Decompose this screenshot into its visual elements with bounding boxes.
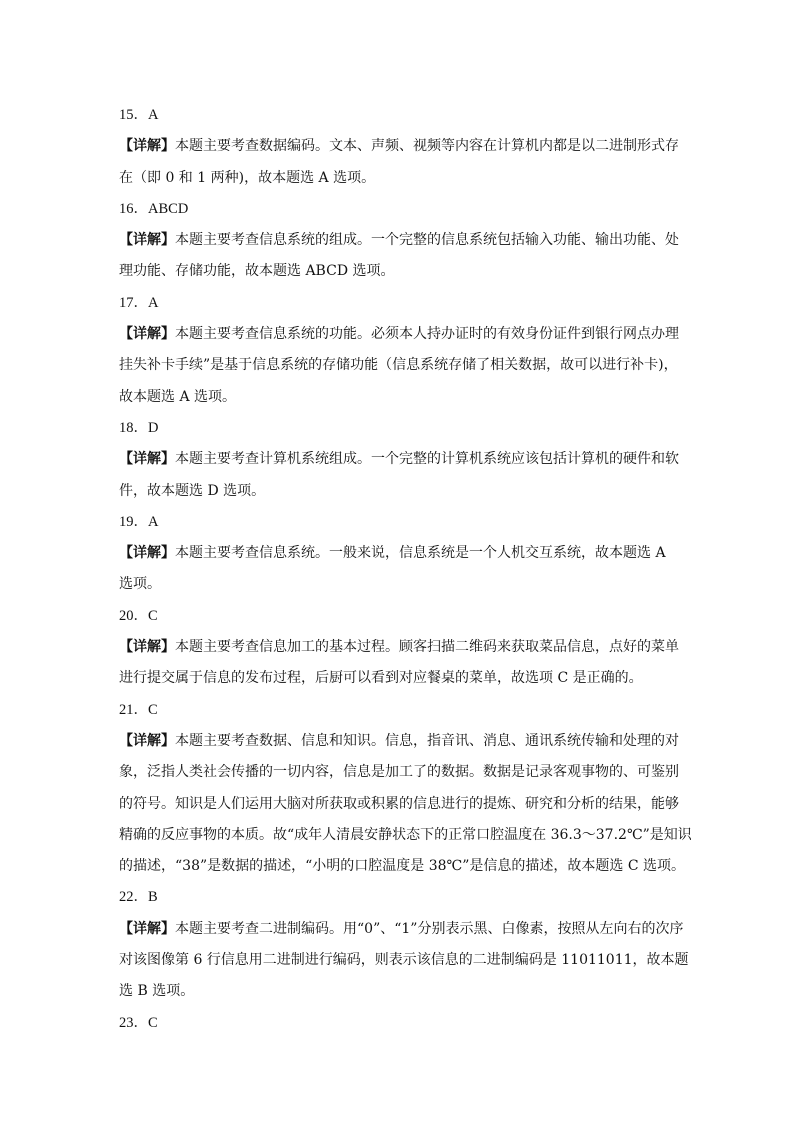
explanation-text: 选项。 [119,576,161,593]
explanation-line [119,476,681,507]
explanation-first-line [119,538,681,569]
explanation-text: 的符号。知识是人们运用大脑对所获取或积累的信息进行的提炼、研究和分析的结果，能够 [119,795,679,812]
explanation-text: 象，泛指人类社会传播的一切内容，信息是加工了的数据。数据是记录客观事物的、可鉴别 [119,764,679,781]
answer-line: 16．ABCD [119,200,189,217]
explanation-text: 本题主要考查信息系统的组成。一个完整的信息系统包括输入功能、输出功能、处 [175,232,679,249]
explanation-text: 本题主要考查信息系统的功能。必须本人持办证时的有效身份证件到银行网点办理 [175,326,679,343]
explanation-text: 的描述，“38”是数据的描述，“小明的口腔温度是 38℃”是信息的描述，故本题选 C 选项。 [119,858,685,875]
explanation-first-line [119,914,684,945]
explanation-line [119,976,681,1007]
explanation-line [119,256,681,287]
answer-line: 21．C [119,701,158,718]
answer-explanations [119,100,692,1039]
answer-line: 15．A [119,107,159,123]
explanation-tag: 【详解】 [119,232,175,249]
explanation-line [119,789,681,820]
answer-line: 22．B [119,889,158,906]
explanation-tag: 【详解】 [119,920,175,937]
explanation-line [119,757,681,788]
explanation-tag: 【详解】 [119,326,175,343]
explanation-tag: 【详解】 [119,732,175,749]
explanation-first-line [119,131,681,162]
explanation-first-line [119,726,681,757]
explanation-tag: 【详解】 [119,639,175,656]
answer-line: 23．C [119,1014,158,1031]
explanation-text: 本题主要考查数据、信息和知识。信息，指音讯、消息、通讯系统传输和处理的对 [175,732,679,749]
explanation-line [119,163,681,194]
explanation-tag: 【详解】 [119,451,175,468]
explanation-text: 本题主要考查数据编码。文本、声频、视频等内容在计算机内都是以二进制形式存 [175,138,679,155]
answer-line: 20．C [119,607,158,624]
explanation-text: 挂失补卡手续”是基于信息系统的存储功能（信息系统存储了相关数据，故可以进行补卡)， [119,357,678,374]
explanation-text: 本题主要考查信息加工的基本过程。顾客扫描二维码来获取菜品信息，点好的菜单 [175,639,679,656]
explanation-text: 进行提交属于信息的发布过程，后厨可以看到对应餐桌的菜单，故选项 C 是正确的。 [119,670,643,687]
explanation-line [119,663,681,694]
answer-line: 17．A [119,294,159,311]
explanation-tag: 【详解】 [119,545,175,562]
explanation-text: 理功能、存储功能，故本题选 ABCD 选项。 [119,263,395,280]
answer-line: 18．D [119,419,159,436]
explanation-first-line [119,225,681,256]
explanation-line [119,569,681,600]
explanation-tag: 【详解】 [119,138,175,155]
explanation-text: 本题主要考查计算机系统组成。一个完整的计算机系统应该包括计算机的硬件和软 [175,451,679,468]
answer-line: 19．A [119,513,159,530]
explanation-line [119,851,685,882]
explanation-text: 件，故本题选 D 选项。 [119,482,266,499]
explanation-line [119,382,681,413]
explanation-line [119,820,692,851]
explanation-first-line [119,632,681,663]
explanation-text: 在（即 0 和 1 两种)，故本题选 A 选项。 [119,169,376,186]
explanation-text: 故本题选 A 选项。 [119,388,237,405]
explanation-line [119,350,681,381]
explanation-text: 精确的反应事物的本质。故“成年人清晨安静状态下的正常口腔温度在 36.3～37.2℃”是知识 [119,826,692,843]
explanation-text: 对该图像第 6 行信息用二进制进行编码，则表示该信息的二进制编码是 11011011，故本题 [119,952,689,969]
explanation-text: 本题主要考查二进制编码。用“0”、“1”分别表示黑、白像素，按照从左向右的次序 [175,920,684,937]
explanation-first-line [119,444,681,475]
explanation-first-line [119,319,681,350]
explanation-line [119,945,689,976]
explanation-text: 选 B 选项。 [119,983,195,1000]
explanation-text: 本题主要考查信息系统。一般来说，信息系统是一个人机交互系统，故本题选 A [175,545,666,562]
